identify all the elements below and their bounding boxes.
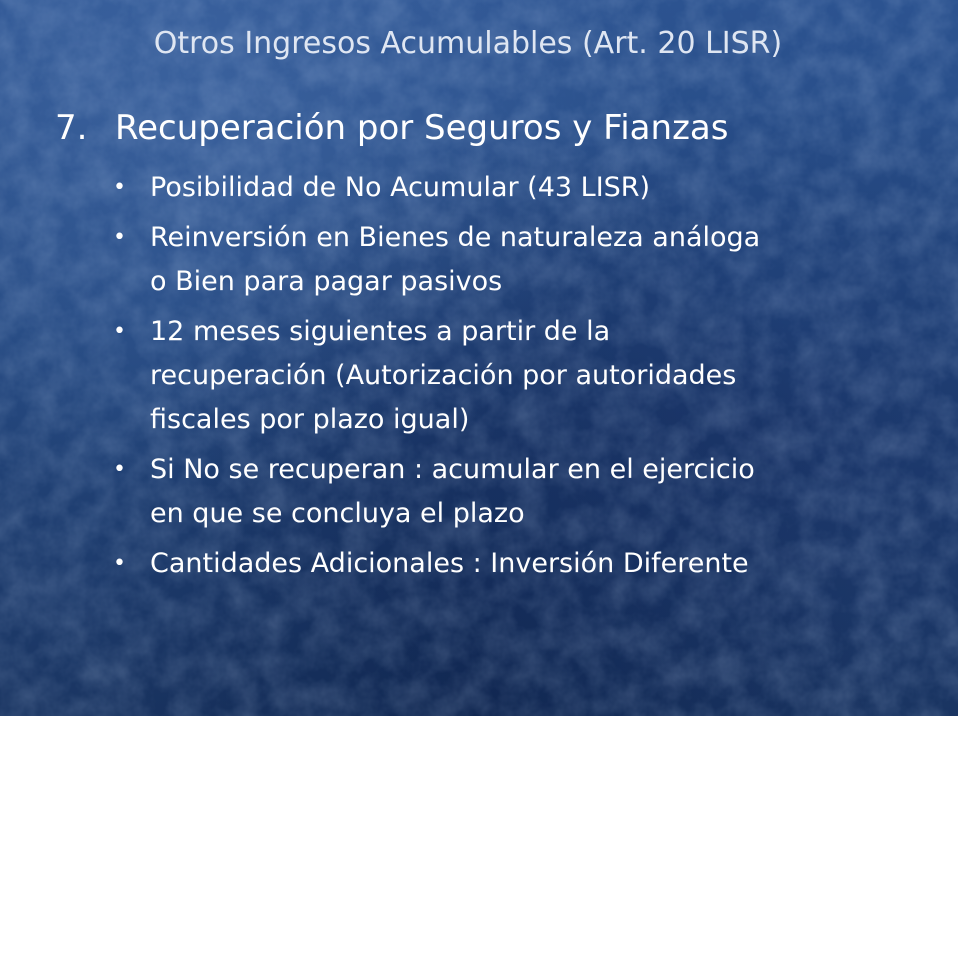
bullet-icon: • <box>113 551 126 576</box>
heading-text: Recuperación por Seguros y Fianzas <box>115 108 729 148</box>
list-item <box>113 216 913 304</box>
bullet-line: Si No se recuperan : acumular en el ejercicio <box>150 454 755 485</box>
list-item <box>113 542 913 586</box>
bullet-line: 12 meses siguientes a partir de la <box>150 316 611 347</box>
list-item <box>113 448 913 536</box>
blank-area <box>0 716 958 958</box>
bullet-icon: • <box>113 175 126 200</box>
bullet-line: Cantidades Adicionales : Inversión Diferente <box>150 548 749 579</box>
list-item <box>113 166 913 210</box>
bullet-line: Reinversión en Bienes de naturaleza análoga <box>150 222 761 253</box>
bullet-line: recuperación (Autorización por autoridades <box>150 360 737 391</box>
bullet-icon: • <box>113 457 126 482</box>
bullet-line: en que se concluya el plazo <box>150 498 525 529</box>
bullet-list <box>113 166 913 592</box>
list-item <box>113 310 913 442</box>
bullet-icon: • <box>113 319 126 344</box>
heading-number: 7. <box>55 108 88 148</box>
bullet-line: o Bien para pagar pasivos <box>150 266 503 297</box>
bullet-icon: • <box>113 225 126 250</box>
bullet-line: Posibilidad de No Acumular (43 LISR) <box>150 172 651 203</box>
bullet-line: fiscales por plazo igual) <box>150 404 470 435</box>
slide-title: Otros Ingresos Acumulables (Art. 20 LISR) <box>153 26 783 61</box>
section-heading <box>55 108 728 148</box>
